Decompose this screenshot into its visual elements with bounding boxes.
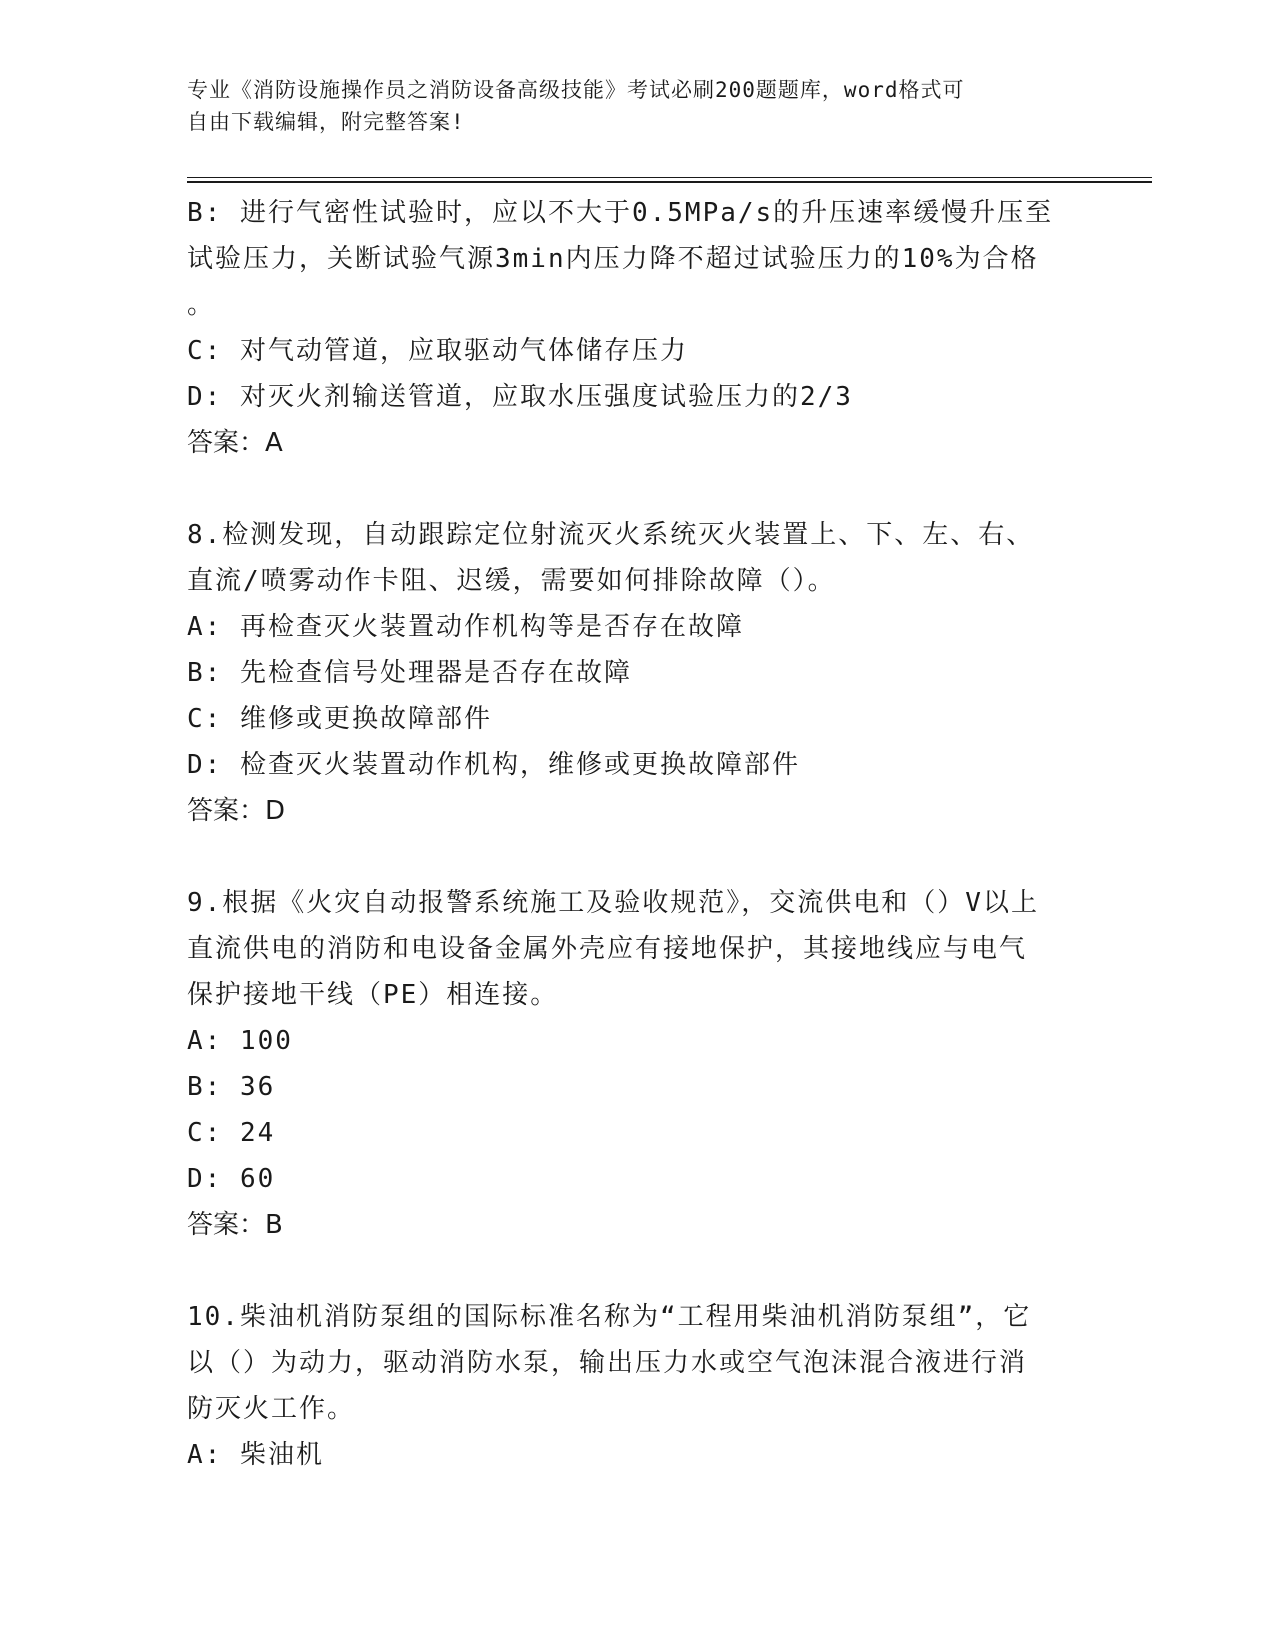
header-title-line-1: 专业《消防设施操作员之消防设备高级技能》考试必刷200题题库，word格式可 <box>187 78 965 102</box>
question-7-option-d: D: 对灭火剂输送管道，应取水压强度试验压力的2/3 <box>187 382 853 412</box>
question-9-answer: 答案：B <box>187 1210 283 1240</box>
question-9-stem-cont: 直流供电的消防和电设备金属外壳应有接地保护，其接地线应与电气 <box>187 934 1028 964</box>
question-7-continuation <box>187 190 1087 466</box>
question-8-option-a: A: 再检查灭火装置动作机构等是否存在故障 <box>187 612 744 642</box>
question-9-option-a: A: 100 <box>187 1026 293 1056</box>
spacer <box>187 834 1087 880</box>
document-header <box>187 74 1087 138</box>
question-9 <box>187 880 1087 1248</box>
header-divider-thin <box>187 177 1152 178</box>
question-8-option-c: C: 维修或更换故障部件 <box>187 704 492 734</box>
question-8 <box>187 512 1087 834</box>
question-8-option-d: D: 检查灭火装置动作机构，维修或更换故障部件 <box>187 750 800 780</box>
question-8-answer: 答案：D <box>187 796 286 826</box>
question-7-option-c: C: 对气动管道，应取驱动气体储存压力 <box>187 336 688 366</box>
question-8-option-b: B: 先检查信号处理器是否存在故障 <box>187 658 632 688</box>
header-divider-thick <box>187 181 1152 183</box>
question-9-stem: 9.根据《火灾自动报警系统施工及验收规范》，交流供电和（）V以上 <box>187 888 1039 918</box>
question-9-option-d: D: 60 <box>187 1164 276 1194</box>
question-10-stem-cont: 以（）为动力，驱动消防水泵，输出压力水或空气泡沫混合液进行消 <box>187 1348 1028 1378</box>
question-10-stem-end: 防灭火工作。 <box>187 1394 356 1424</box>
question-7-option-b-end: 。 <box>187 290 216 320</box>
question-9-stem-end: 保护接地干线（PE）相连接。 <box>187 980 559 1010</box>
question-8-stem-cont: 直流/喷雾动作卡阻、迟缓，需要如何排除故障（）。 <box>187 566 836 596</box>
question-9-option-c: C: 24 <box>187 1118 276 1148</box>
question-8-stem: 8.检测发现，自动跟踪定位射流灭火系统灭火装置上、下、左、右、 <box>187 520 1035 550</box>
question-7-option-b: B: 进行气密性试验时，应以不大于0.5MPa/s的升压速率缓慢升压至 <box>187 198 1054 228</box>
question-list <box>187 190 1087 1478</box>
spacer <box>187 466 1087 512</box>
question-7-option-b-cont: 试验压力，关断试验气源3min内压力降不超过试验压力的10%为合格 <box>187 244 1039 274</box>
question-7-answer: 答案：A <box>187 428 283 458</box>
question-10 <box>187 1294 1087 1478</box>
header-title-line-2: 自由下载编辑，附完整答案! <box>187 110 465 134</box>
question-9-option-b: B: 36 <box>187 1072 276 1102</box>
question-10-stem: 10.柴油机消防泵组的国际标准名称为“工程用柴油机消防泵组”，它 <box>187 1302 1032 1332</box>
question-10-option-a: A: 柴油机 <box>187 1440 324 1470</box>
spacer <box>187 1248 1087 1294</box>
